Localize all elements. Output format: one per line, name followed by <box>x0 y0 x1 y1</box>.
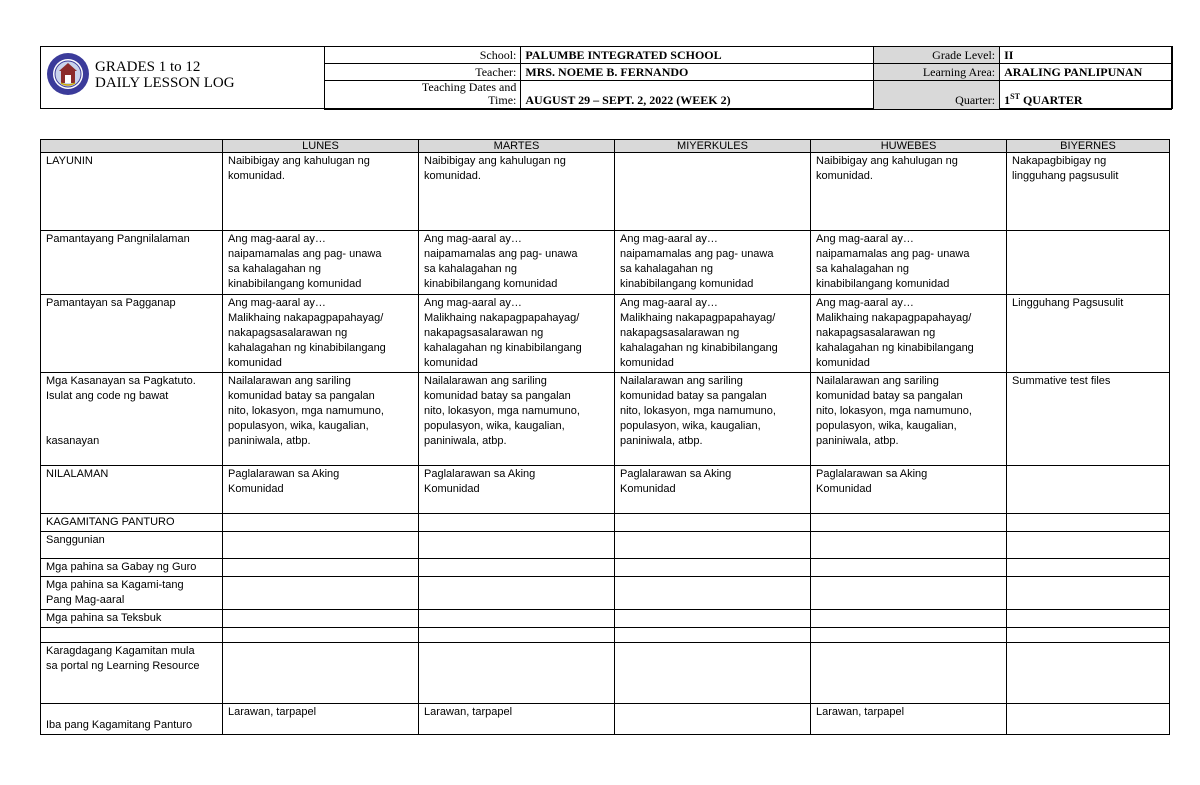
row-label: Pamantayang Pangnilalaman <box>41 231 223 295</box>
table-cell: Paglalarawan sa Aking Komunidad <box>223 466 419 514</box>
table-cell <box>615 532 811 559</box>
learning-area-label: Learning Area: <box>874 64 1000 81</box>
quarter-num: 1 <box>1004 93 1011 107</box>
table-row <box>41 295 1170 373</box>
row-label: Iba pang Kagamitang Panturo <box>41 704 223 735</box>
table-cell: Paglalarawan sa Aking Komunidad <box>811 466 1007 514</box>
table-row <box>41 153 1170 231</box>
table-cell <box>419 559 615 577</box>
header-title-line2: DAILY LESSON LOG <box>95 75 235 91</box>
table-cell: Larawan, tarpapel <box>811 704 1007 735</box>
day-header-huwebes: HUWEBES <box>811 140 1007 153</box>
table-cell <box>1007 577 1170 610</box>
table-cell <box>811 628 1007 643</box>
table-row <box>41 466 1170 514</box>
table-cell <box>419 514 615 532</box>
table-cell <box>811 577 1007 610</box>
table-cell <box>811 643 1007 704</box>
quarter-rest: QUARTER <box>1019 93 1083 107</box>
learning-area-value: ARALING PANLIPUNAN <box>1000 64 1172 81</box>
table-cell: Ang mag-aaral ay… naipamamalas ang pag- unawa sa kahalagahan ng kinabibilangang komunidad <box>811 231 1007 295</box>
row-label: Mga Kasanayan sa Pagkatuto. Isulat ang code ng bawat kasanayan <box>41 373 223 466</box>
table-row <box>41 610 1170 628</box>
table-cell <box>419 610 615 628</box>
dll-header <box>40 46 1173 109</box>
table-cell: Summative test files <box>1007 373 1170 466</box>
table-row <box>41 628 1170 643</box>
table-row <box>41 704 1170 735</box>
teacher-label: Teacher: <box>325 64 521 81</box>
table-row <box>41 643 1170 704</box>
table-cell: Paglalarawan sa Aking Komunidad <box>419 466 615 514</box>
table-cell <box>615 153 811 231</box>
table-row <box>41 514 1170 532</box>
row-label <box>41 628 223 643</box>
table-cell: Ang mag-aaral ay… naipamamalas ang pag- unawa sa kahalagahan ng kinabibilangang komunidad <box>419 231 615 295</box>
table-cell <box>615 610 811 628</box>
row-label: Pamantayan sa Pagganap <box>41 295 223 373</box>
table-cell: Ang mag-aaral ay… naipamamalas ang pag- unawa sa kahalagahan ng kinabibilangang komunidad <box>615 231 811 295</box>
day-header-biyernes: BIYERNES <box>1007 140 1170 153</box>
table-cell: Nailalarawan ang sariling komunidad batay sa pangalan nito, lokasyon, mga namumuno, populasyon, wika, kaugalian, paniniwala, atbp. <box>223 373 419 466</box>
row-label: Karagdagang Kagamitan mula sa portal ng Learning Resource <box>41 643 223 704</box>
table-cell <box>1007 532 1170 559</box>
quarter-label: Quarter: <box>874 81 1000 110</box>
table-cell <box>223 643 419 704</box>
table-cell <box>615 559 811 577</box>
table-cell <box>1007 704 1170 735</box>
table-cell <box>811 532 1007 559</box>
table-cell <box>615 628 811 643</box>
table-cell <box>811 559 1007 577</box>
day-header-martes: MARTES <box>419 140 615 153</box>
dates-label <box>325 81 521 110</box>
quarter-sup: ST <box>1010 92 1020 101</box>
teacher-value: MRS. NOEME B. FERNANDO <box>521 64 874 81</box>
table-cell <box>223 577 419 610</box>
table-cell <box>223 628 419 643</box>
table-cell <box>615 704 811 735</box>
row-label: Mga pahina sa Gabay ng Guro <box>41 559 223 577</box>
table-row <box>41 231 1170 295</box>
table-cell: Nakapagbibigay ng lingguhang pagsusulit <box>1007 153 1170 231</box>
school-value: PALUMBE INTEGRATED SCHOOL <box>521 47 874 64</box>
table-row <box>41 577 1170 610</box>
header-info-table <box>324 46 1172 110</box>
table-cell <box>223 532 419 559</box>
table-cell: Ang mag-aaral ay… Malikhaing nakapagpapahayag/ nakapagsasalarawan ng kahalagahan ng kinabibilangang komunidad <box>811 295 1007 373</box>
table-cell <box>1007 514 1170 532</box>
table-cell <box>1007 559 1170 577</box>
table-cell: Larawan, tarpapel <box>223 704 419 735</box>
day-header-lunes: LUNES <box>223 140 419 153</box>
row-label: KAGAMITANG PANTURO <box>41 514 223 532</box>
table-cell: Larawan, tarpapel <box>419 704 615 735</box>
row-label: LAYUNIN <box>41 153 223 231</box>
table-row <box>41 559 1170 577</box>
table-cell: Nailalarawan ang sariling komunidad batay sa pangalan nito, lokasyon, mga namumuno, populasyon, wika, kaugalian, paniniwala, atbp. <box>419 373 615 466</box>
table-cell <box>419 532 615 559</box>
dates-label-line2: Time: <box>488 93 517 107</box>
table-cell: Naibibigay ang kahulugan ng komunidad. <box>811 153 1007 231</box>
table-cell <box>223 610 419 628</box>
table-cell <box>615 643 811 704</box>
lesson-log-table <box>40 139 1170 735</box>
day-header-row <box>41 140 1170 153</box>
table-cell: Naibibigay ang kahulugan ng komunidad. <box>419 153 615 231</box>
table-cell: Naibibigay ang kahulugan ng komunidad. <box>223 153 419 231</box>
grade-level-label: Grade Level: <box>874 47 1000 64</box>
table-cell <box>1007 628 1170 643</box>
header-title <box>95 59 235 91</box>
table-cell: Paglalarawan sa Aking Komunidad <box>615 466 811 514</box>
table-cell: Nailalarawan ang sariling komunidad batay sa pangalan nito, lokasyon, mga namumuno, populasyon, wika, kaugalian, paniniwala, atbp. <box>615 373 811 466</box>
table-cell: Ang mag-aaral ay… Malikhaing nakapagpapahayag/ nakapagsasalarawan ng kahalagahan ng kinabibilangang komunidad <box>223 295 419 373</box>
table-cell <box>223 514 419 532</box>
table-cell: Ang mag-aaral ay… naipamamalas ang pag- unawa sa kahalagahan ng kinabibilangang komunidad <box>223 231 419 295</box>
table-cell <box>419 628 615 643</box>
table-cell <box>1007 643 1170 704</box>
header-title-line1: GRADES 1 to 12 <box>95 59 201 75</box>
table-cell: Ang mag-aaral ay… Malikhaing nakapagpapahayag/ nakapagsasalarawan ng kahalagahan ng kinabibilangang komunidad <box>419 295 615 373</box>
dates-value: AUGUST 29 – SEPT. 2, 2022 (WEEK 2) <box>521 81 874 110</box>
row-label: NILALAMAN <box>41 466 223 514</box>
grade-level-value: II <box>1000 47 1172 64</box>
day-header-miyerkules: MIYERKULES <box>615 140 811 153</box>
table-cell <box>811 514 1007 532</box>
table-cell <box>1007 231 1170 295</box>
row-label: Mga pahina sa Teksbuk <box>41 610 223 628</box>
table-cell <box>615 577 811 610</box>
row-label: Mga pahina sa Kagami-tang Pang Mag-aaral <box>41 577 223 610</box>
quarter-value <box>1000 81 1172 110</box>
deped-seal-icon <box>46 52 90 96</box>
school-label: School: <box>325 47 521 64</box>
table-cell: Lingguhang Pagsusulit <box>1007 295 1170 373</box>
table-cell <box>419 643 615 704</box>
table-cell <box>419 577 615 610</box>
table-cell: Nailalarawan ang sariling komunidad batay sa pangalan nito, lokasyon, mga namumuno, populasyon, wika, kaugalian, paniniwala, atbp. <box>811 373 1007 466</box>
table-cell <box>1007 610 1170 628</box>
table-cell: Ang mag-aaral ay… Malikhaing nakapagpapahayag/ nakapagsasalarawan ng kahalagahan ng kinabibilangang komunidad <box>615 295 811 373</box>
table-row <box>41 373 1170 466</box>
table-cell <box>223 559 419 577</box>
row-label: Sanggunian <box>41 532 223 559</box>
table-cell <box>615 514 811 532</box>
table-cell <box>1007 466 1170 514</box>
header-title-block <box>41 47 325 108</box>
corner-cell <box>41 140 223 153</box>
dates-label-line1: Teaching Dates and <box>421 80 517 94</box>
table-cell <box>811 610 1007 628</box>
table-row <box>41 532 1170 559</box>
